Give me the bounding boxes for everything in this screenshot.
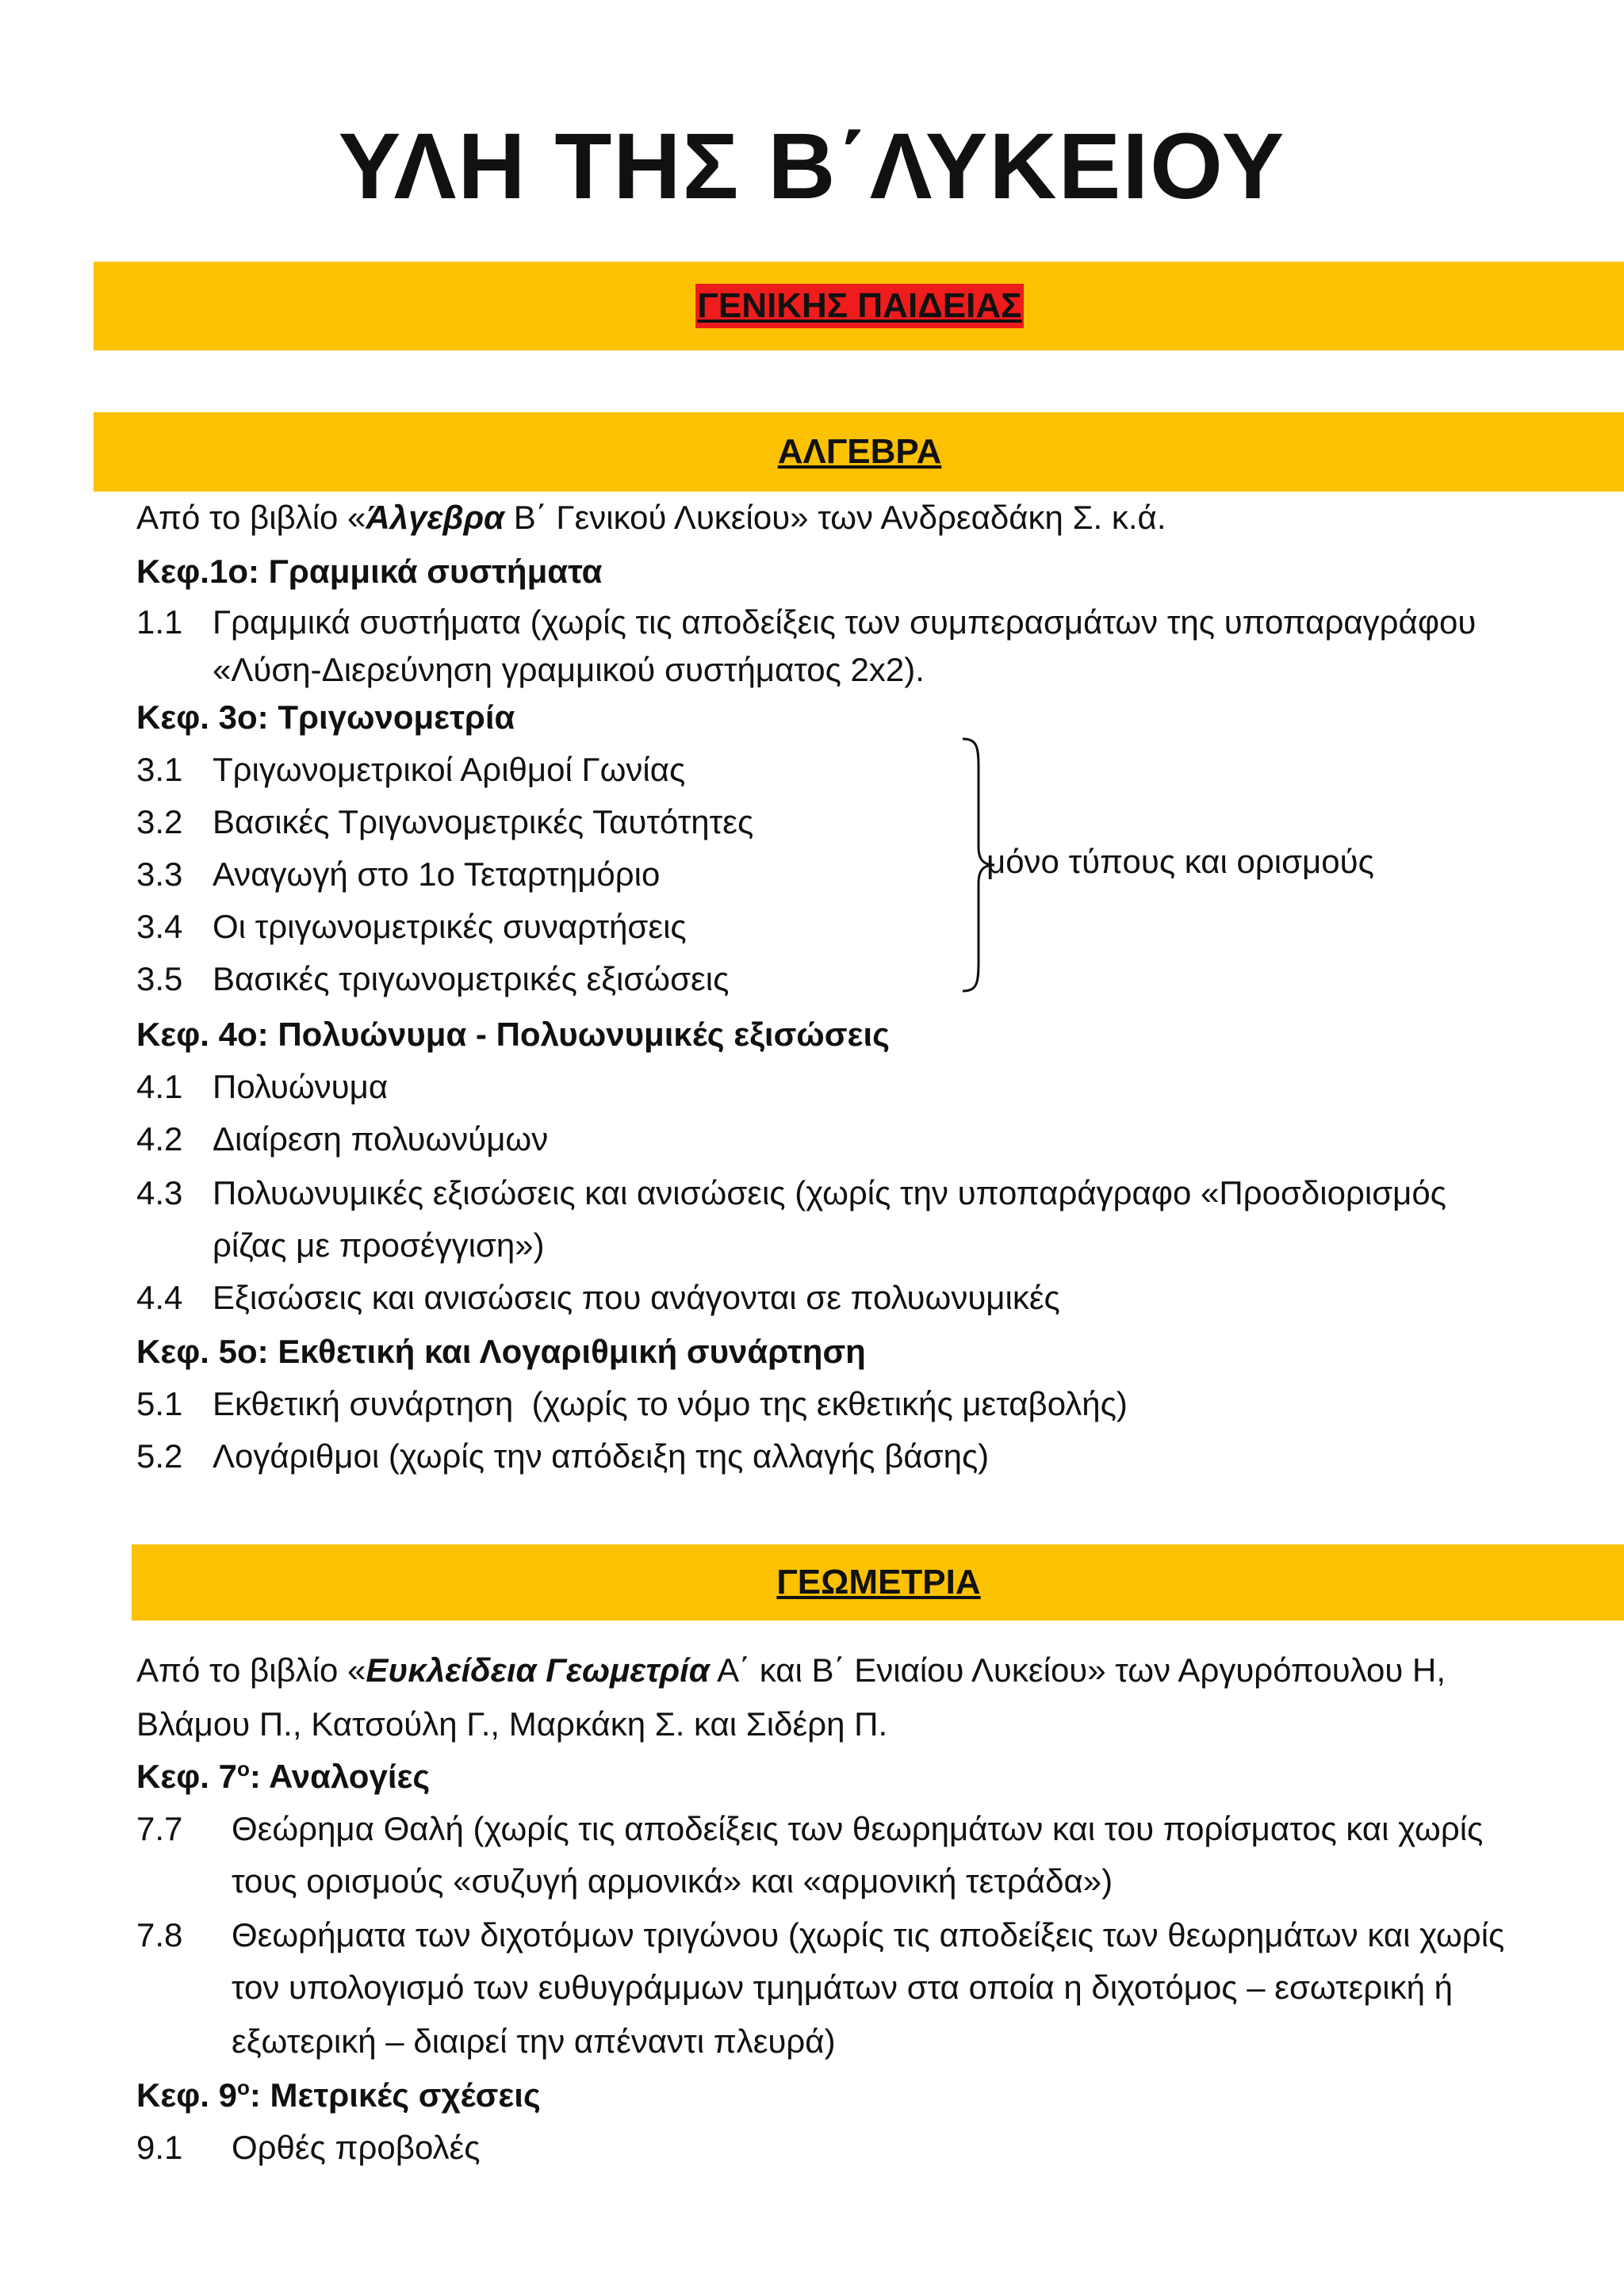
list-item-1-1-cont: «Λύση-Διερεύνηση γραμμικού συστήματος 2x2). xyxy=(213,651,925,688)
list-item-4-3: 4.3 Πολυωνυμικές εξισώσεις και ανισώσεις (χωρίς την υποπαράγραφο «Προσδιορισμός xyxy=(136,1174,1446,1211)
list-item-3-5: 3.5 Βασικές τριγωνομετρικές εξισώσεις xyxy=(136,960,730,997)
algebra-source: Από το βιβλίο «Άλγεβρα Β΄ Γενικού Λυκείου» των Ανδρεαδάκη Σ. κ.ά. xyxy=(136,499,1166,536)
list-item-3-1: 3.1 Τριγωνομετρικοί Αριθμοί Γωνίας xyxy=(136,751,686,788)
geometry-banner xyxy=(132,1544,1624,1621)
list-item-5-1: 5.1 Εκθετική συνάρτηση (χωρίς το νόμο της εκθετικής μεταβολής) xyxy=(136,1385,1128,1422)
page-title: ΥΛΗ ΤΗΣ Β΄ΛΥΚΕΙΟΥ xyxy=(338,114,1286,219)
list-item-9-1: 9.1 Ορθές προβολές xyxy=(136,2129,481,2166)
general-education-label: ΓΕΝΙΚΗΣ ΠΑΙΔΕΙΑΣ xyxy=(695,284,1023,328)
list-item-4-4: 4.4 Εξισώσεις και ανισώσεις που ανάγονται σε πολυωνυμικές xyxy=(136,1279,1060,1316)
geometry-book-title: Ευκλείδεια Γεωμετρία xyxy=(366,1651,710,1689)
general-education-banner xyxy=(94,262,1624,350)
list-item-3-2: 3.2 Βασικές Τριγωνομετρικές Ταυτότητες xyxy=(136,803,754,840)
chapter-7-heading: Κεφ. $7^o$: Αναλογίες xyxy=(136,1757,431,1795)
list-item-4-1: 4.1 Πολυώνυμα xyxy=(136,1068,389,1105)
list-item-7-8: 7.8 Θεωρήματα των διχοτόμων τριγώνου (χωρίς τις αποδείξεις των θεωρημάτων και χωρίς xyxy=(136,1916,1505,1954)
brace-note: μόνο τύπους και ορισμούς xyxy=(986,843,1374,880)
chapter-1-heading: Κεφ.1ο: Γραμμικά συστήματα xyxy=(136,553,603,590)
list-item-4-3-cont: ρίζας με προσέγγιση») xyxy=(213,1226,545,1264)
algebra-heading: ΑΛΓΕΒΡΑ xyxy=(777,432,942,471)
chapter-5-heading: Κεφ. 5ο: Εκθετική και Λογαριθμική συνάρτηση xyxy=(136,1333,866,1370)
chapter-9-heading: Κεφ. $9^o$: Μετρικές σχέσεις xyxy=(136,2076,541,2114)
list-item-3-4: 3.4 Οι τριγωνομετρικές συναρτήσεις xyxy=(136,908,687,945)
list-item-1-1: 1.1 Γραμμικά συστήματα (χωρίς τις αποδείξεις των συμπερασμάτων της υποπαραγράφου xyxy=(136,603,1477,641)
list-item-5-2: 5.2 Λογάριθμοι (χωρίς την απόδειξη της αλλαγής βάσης) xyxy=(136,1437,990,1475)
chapter-4-heading: Κεφ. 4ο: Πολυώνυμα - Πολυωνυμικές εξισώσεις xyxy=(136,1016,890,1053)
geometry-source-cont: Βλάμου Π., Κατσούλη Γ., Μαρκάκη Σ. και Σιδέρη Π. xyxy=(136,1705,888,1743)
algebra-banner xyxy=(94,412,1624,492)
geometry-heading: ΓΕΩΜΕΤΡΙΑ xyxy=(776,1563,981,1601)
geometry-source: Από το βιβλίο «Ευκλείδεια Γεωμετρία Α΄ και Β΄ Ενιαίου Λυκείου» των Αργυρόπουλου Η, xyxy=(136,1651,1446,1689)
list-item-3-3: 3.3 Αναγωγή στο 1ο Τεταρτημόριο xyxy=(136,855,661,893)
chapter-3-heading: Κεφ. 3ο: Τριγωνομετρία xyxy=(136,698,515,736)
list-item-7-8-cont2: εξωτερική – διαιρεί την απέναντι πλευρά) xyxy=(232,2022,836,2060)
list-item-4-2: 4.2 Διαίρεση πολυωνύμων xyxy=(136,1120,549,1158)
algebra-book-title: Άλγεβρα xyxy=(366,499,505,536)
list-item-7-7: 7.7 Θεώρημα Θαλή (χωρίς τις αποδείξεις των θεωρημάτων και του πορίσματος και χωρίς xyxy=(136,1810,1484,1847)
list-item-7-8-cont1: τον υπολογισμό των ευθυγράμμων τμημάτων στα οποία η διχοτόμος – εσωτερική ή xyxy=(232,1969,1454,2006)
list-item-7-7-cont: τους ορισμούς «συζυγή αρμονικά» και «αρμονική τετράδα») xyxy=(232,1862,1113,1900)
